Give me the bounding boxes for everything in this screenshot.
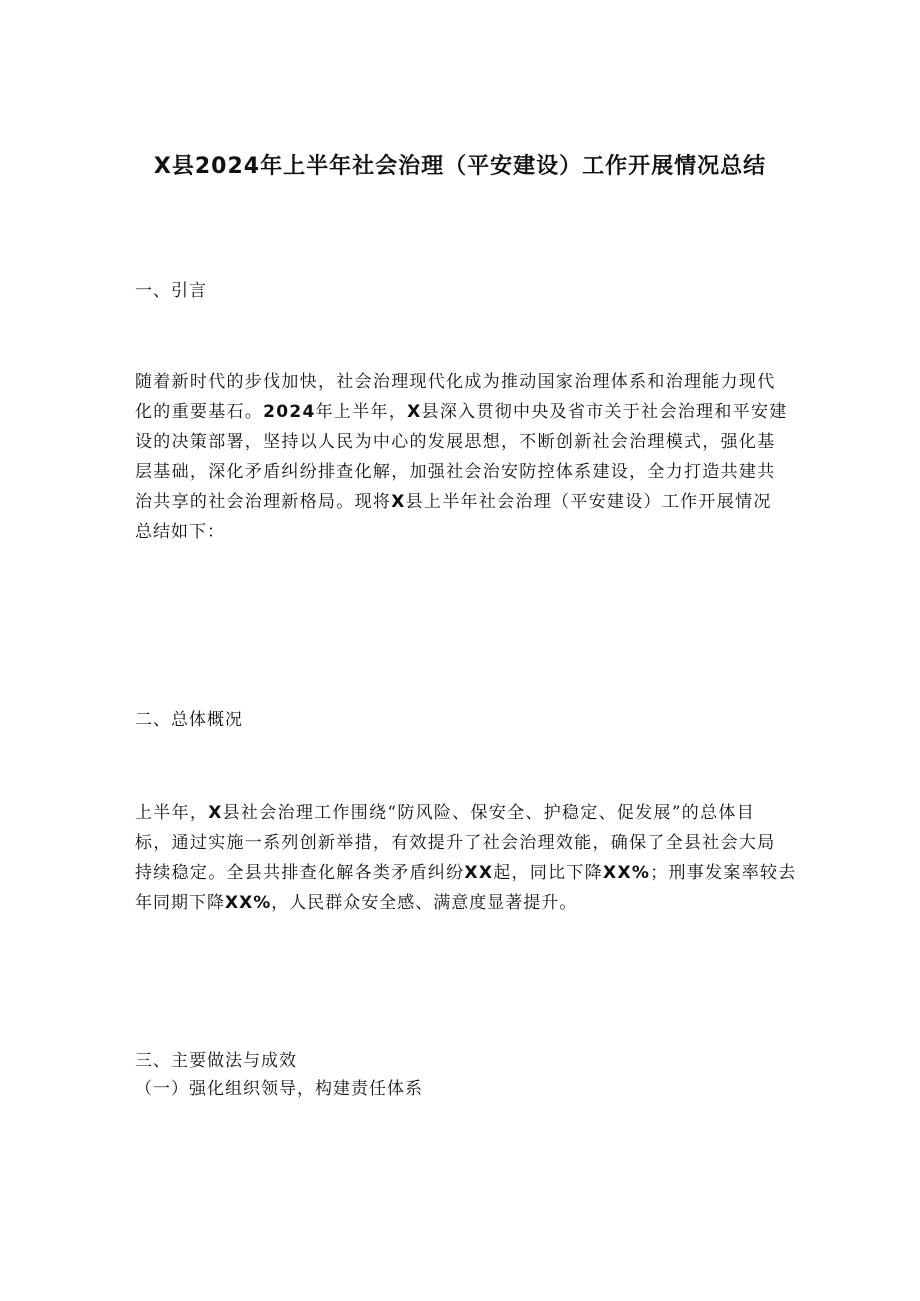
paragraph-line: 随着新时代的步伐加快，社会治理现代化成为推动国家治理体系和治理能力现代 [135, 372, 776, 392]
section-heading-main-measures: 三、主要做法与成效 [135, 1051, 297, 1071]
paragraph-line: 年同期下降XX%，人民群众安全感、满意度显著提升。 [135, 893, 578, 913]
bold-latin-run: X [208, 803, 223, 823]
paragraph-line: 治共享的社会治理新格局。现将X县上半年社会治理（平安建设）工作开展情况 [135, 492, 772, 512]
section-heading-overview: 二、总体概况 [135, 710, 243, 730]
bold-latin-run: X [407, 402, 422, 422]
document-title: X县2024年上半年社会治理（平安建设）工作开展情况总结 [153, 153, 767, 179]
section-heading-introduction: 一、引言 [135, 281, 207, 301]
paragraph-line: 设的决策部署，坚持以人民为中心的发展思想，不断创新社会治理模式，强化基 [135, 432, 776, 452]
paragraph-line: 总结如下： [135, 522, 225, 542]
bold-latin-run: X [391, 492, 406, 512]
bold-latin-run: 2024 [263, 402, 316, 422]
bold-latin-run: 2024 [194, 154, 261, 179]
subsection-heading: （一）强化组织领导，构建责任体系 [135, 1079, 423, 1099]
bold-latin-run: XX% [225, 893, 272, 913]
bold-latin-run: X [153, 154, 172, 179]
paragraph-line: 上半年，X县社会治理工作围绕“防风险、保安全、护稳定、促发展”的总体目 [135, 803, 756, 823]
bold-latin-run: XX% [603, 863, 651, 883]
paragraph-line: 标，通过实施一系列创新举措，有效提升了社会治理效能，确保了全县社会大局 [135, 833, 776, 853]
introduction-paragraph [135, 367, 788, 547]
overview-paragraph [135, 798, 797, 918]
paragraph-line: 化的重要基石。2024年上半年，X县深入贯彻中央及省市关于社会治理和平安建 [135, 402, 788, 422]
bold-latin-run: XX [464, 863, 494, 883]
paragraph-line: 持续稳定。全县共排查化解各类矛盾纠纷XX起，同比下降XX%；刑事发案率较去 [135, 863, 797, 883]
paragraph-line: 层基础，深化矛盾纠纷排查化解，加强社会治安防控体系建设，全力打造共建共 [135, 462, 776, 482]
